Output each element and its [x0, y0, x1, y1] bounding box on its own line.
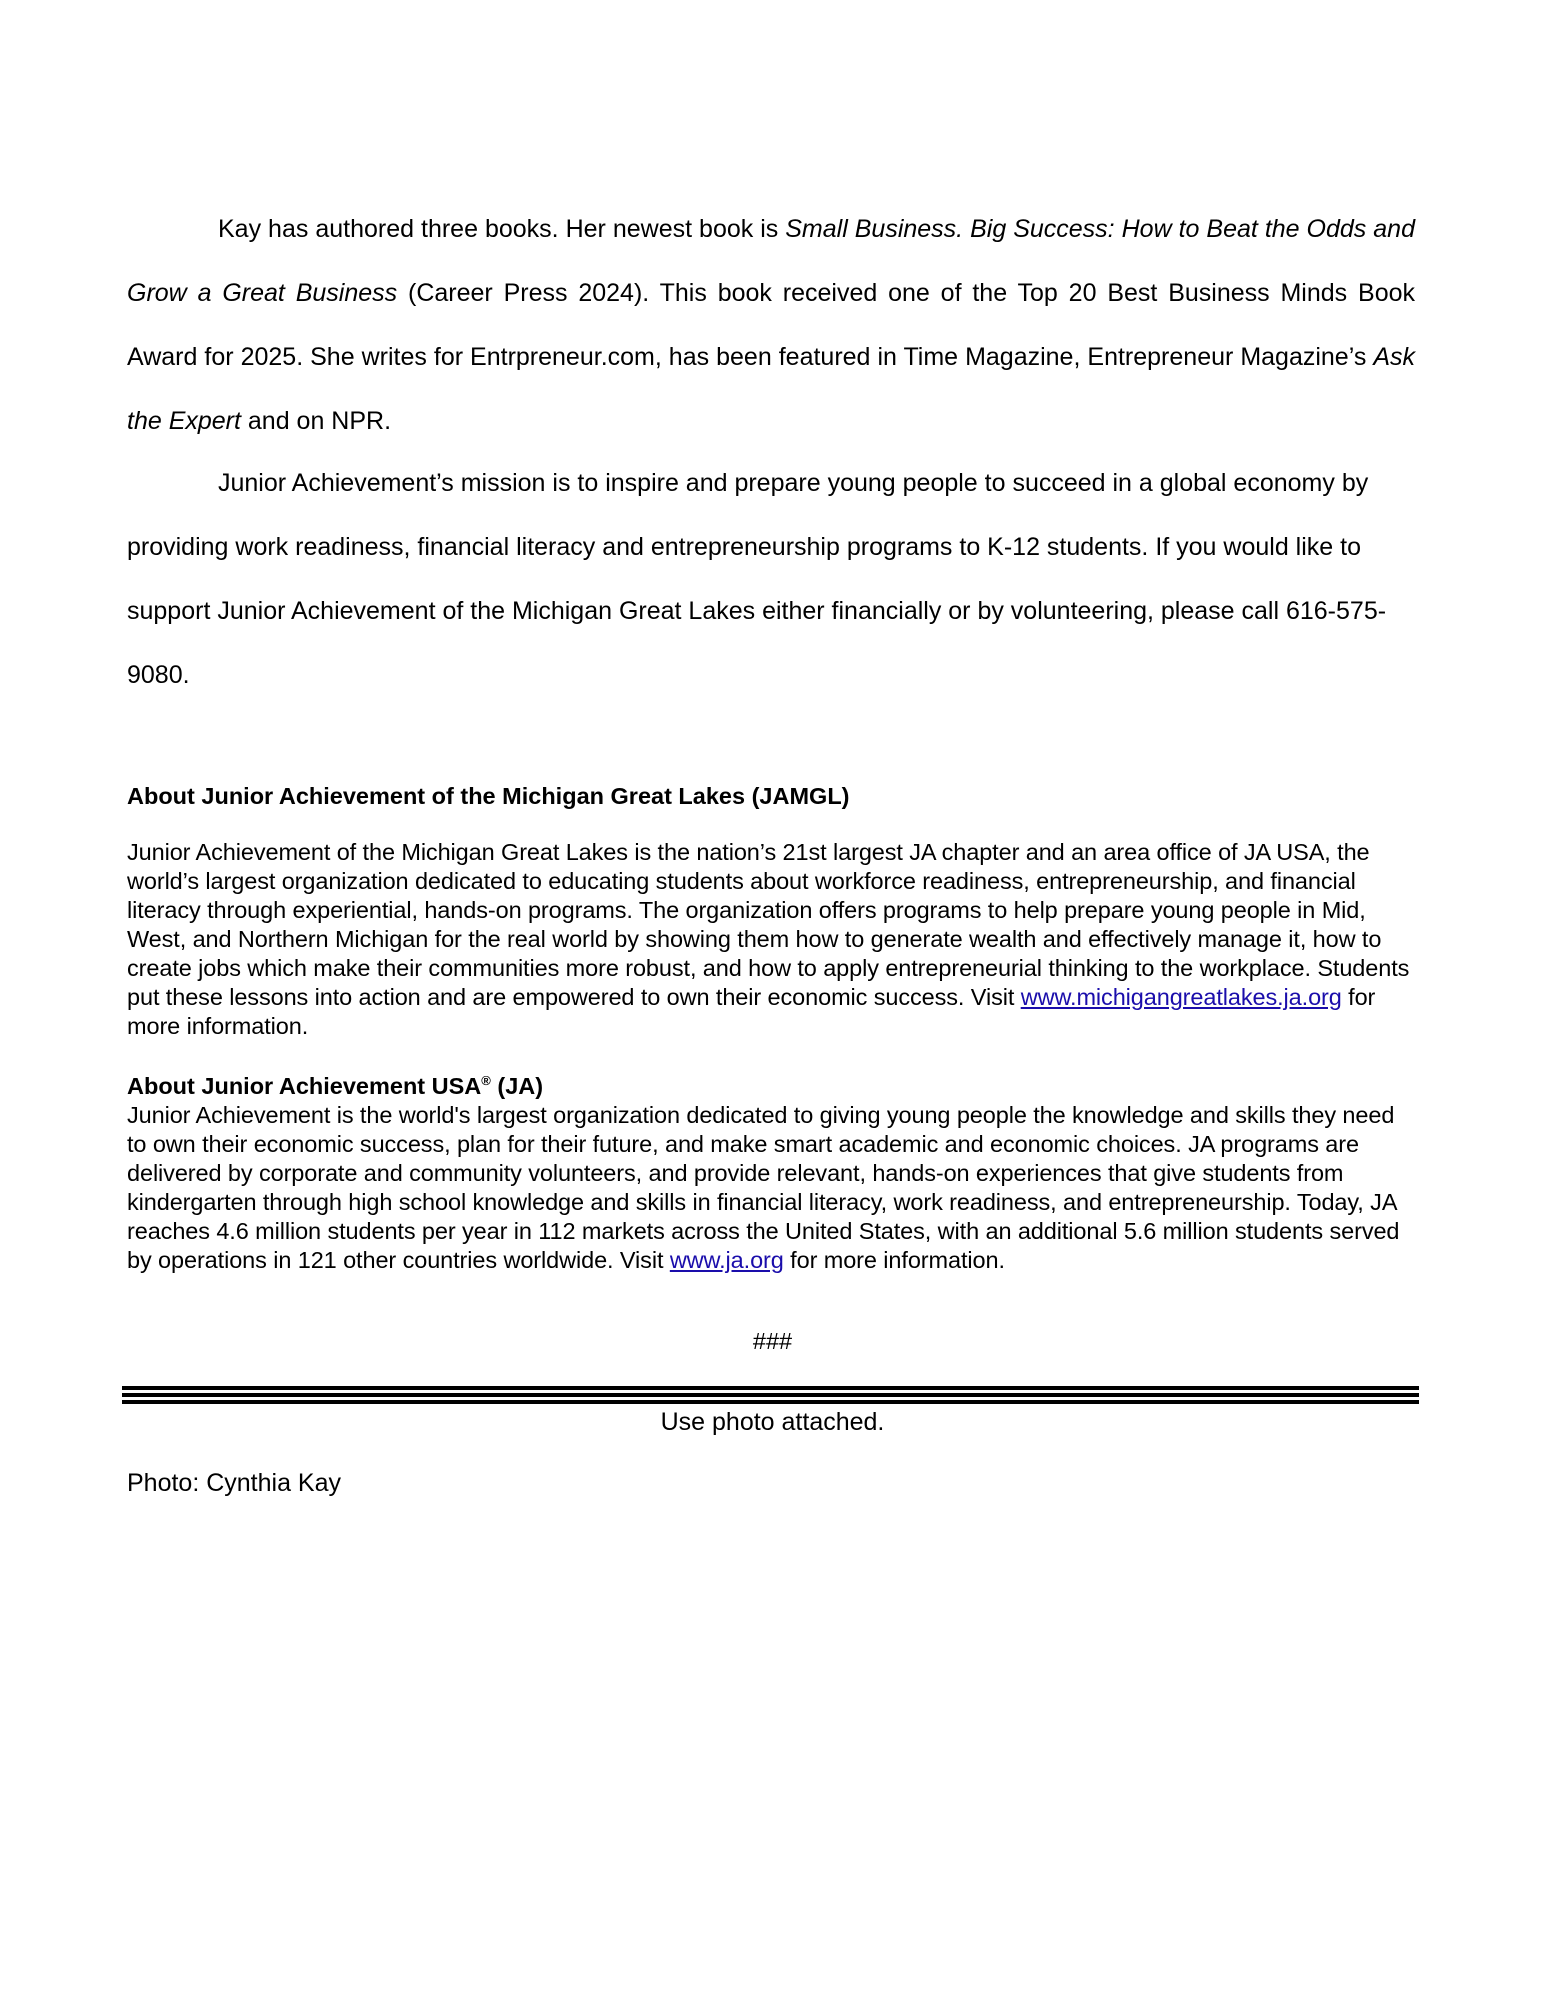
photo-credit: Photo: Cynthia Kay	[127, 1469, 342, 1497]
end-mark: ###	[752, 1328, 793, 1354]
about-ja-heading-tail: (JA)	[490, 1073, 544, 1099]
photo-note: Use photo attached.	[660, 1408, 885, 1436]
about-jamgl-text: Junior Achievement of the Michigan Great Lakes is the nation’s 21st largest JA chapter and an area office of JA USA, the world’s largest organization dedicated to educating students about workforce readiness, entrepreneurship, and financial literacy through experiential, hands-on programs. The organization offers programs to help prepare young people in Mid, West, and Northern Michigan for the real world by showing them how to generate wealth and effectively manage it, how to create jobs which make their communities more robust, and how to apply entrepreneurial thinking to the workplace. Students put these lessons into action and are empowered to own their economic success. Visit	[127, 839, 1410, 1010]
ja-website-link[interactable]: www.ja.org	[669, 1247, 784, 1273]
about-ja-body	[127, 1101, 1419, 1275]
divider-line	[122, 1393, 1419, 1397]
books-paragraph	[127, 197, 1415, 453]
books-middle-text: (Career Press 2024). This book received one of the Top 20 Best Business Minds Book Award for 2025. She writes for Entrpreneur.com, has been featured in Time Magazine, Entrepreneur Magazine’s	[127, 279, 1415, 371]
mission-text: Junior Achievement’s mission is to inspire and prepare young people to succeed in a global economy by providing work readiness, financial literacy and entrepreneurship programs to K-12 students. If you would like to support Junior Achievement of the Michigan Great Lakes either financially or by volunteering, please call 616-575-9080.	[127, 469, 1387, 689]
jamgl-website-link[interactable]: www.michigangreatlakes.ja.org	[1020, 984, 1342, 1010]
books-tail-text: and on NPR.	[240, 407, 392, 435]
books-lead-text: Kay has authored three books. Her newest book is	[218, 215, 786, 243]
divider-line	[122, 1386, 1419, 1390]
about-ja-heading	[127, 1072, 543, 1100]
registered-mark: ®	[481, 1073, 491, 1088]
about-jamgl-body	[127, 838, 1419, 1041]
book-title: Small Business. Big Success: How to Beat the Odds and Grow a Great Business	[127, 215, 1415, 307]
about-ja-tail: for more information.	[783, 1247, 1005, 1273]
column-title: Ask the Expert	[127, 343, 1415, 435]
about-jamgl-tail: for more information.	[127, 984, 1376, 1039]
about-ja-heading-lead: About Junior Achievement USA	[127, 1073, 482, 1099]
divider-line	[122, 1400, 1419, 1404]
about-jamgl-heading: About Junior Achievement of the Michigan Great Lakes (JAMGL)	[127, 783, 850, 809]
mission-paragraph	[127, 451, 1415, 707]
about-ja-text: Junior Achievement is the world's largest organization dedicated to giving young people the knowledge and skills they need to own their economic success, plan for their future, and make smart academic and economic choices. JA programs are delivered by corporate and community volunteers, and provide relevant, hands-on experiences that give students from kindergarten through high school knowledge and skills in financial literacy, work readiness, and entrepreneurship. Today, JA reaches 4.6 million students per year in 112 markets across the United States, with an additional 5.6 million students served by operations in 121 other countries worldwide. Visit	[127, 1102, 1400, 1273]
